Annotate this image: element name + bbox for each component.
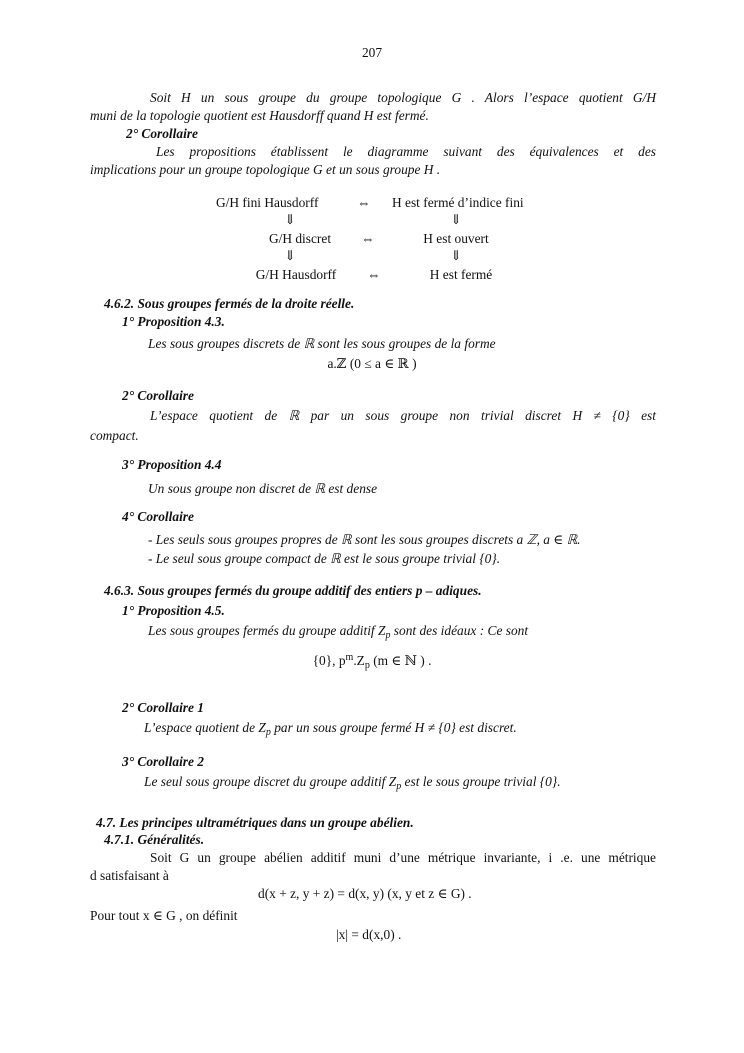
section-4-6-3-heading: 4.6.3. Sous groupes fermés du groupe additif des entiers p – adiques. [104, 583, 482, 598]
proposition-4-5-heading: 1° Proposition 4.5. [122, 603, 225, 618]
text-part: est le sous groupe trivial {0}. [401, 774, 561, 789]
corollaire-heading: 2° Corollaire [126, 126, 198, 141]
list-item: - Les seuls sous groupes propres de ℝ sont les sous groupes discrets a ℤ, a ∈ ℝ. [148, 532, 581, 547]
intro-line-1: Soit H un sous groupe du groupe topologique G . Alors l’espace quotient G/H [150, 90, 656, 105]
generalites-line-3: Pour tout x ∈ G , on définit [90, 908, 238, 923]
invariant-metric-formula: d(x + z, y + z) = d(x, y) (x, y et z ∈ G) . [258, 886, 472, 901]
text-part: sont des idéaux : Ce sont [390, 623, 529, 638]
subscript: p [396, 781, 402, 792]
intro-line-2: muni de la topologie quotient est Hausdorff quand H est fermé. [90, 108, 429, 123]
list-item: - Le seul sous groupe compact de ℝ est le sous groupe trivial {0}. [148, 551, 501, 566]
equivalence-icon: ⇔ [361, 231, 375, 246]
superscript: m [345, 652, 354, 663]
subscript: p [364, 660, 370, 671]
corollaire-line-1: Les propositions établissent le diagramme suivant des équivalences et des [156, 144, 656, 159]
generalites-line-1: Soit G un groupe abélien additif muni d’une métrique invariante, i .e. une métrique [150, 850, 656, 865]
corollaire-text-line-2: compact. [90, 428, 139, 443]
corollaire-heading: 2° Corollaire [122, 388, 194, 403]
proposition-4-4-text: Un sous groupe non discret de ℝ est dense [148, 481, 378, 496]
proposition-4-4-heading: 3° Proposition 4.4 [122, 457, 222, 472]
corollaire-text-line-1: L’espace quotient de ℝ par un sous groupe non trivial discret H ≠ {0} est [150, 408, 656, 423]
corollaire-heading: 4° Corollaire [122, 509, 194, 524]
subscript: p [265, 727, 271, 738]
formula-part: (m ∈ ℕ ) . [369, 653, 432, 668]
subscript: p [385, 630, 391, 641]
diagram-row1-right: H est fermé d’indice fini [392, 195, 524, 210]
corollaire-2-text [144, 773, 561, 791]
norm-formula: |x| = d(x,0) . [336, 927, 402, 942]
section-4-7-heading: 4.7. Les principes ultramétriques dans un groupe abélien. [96, 815, 414, 830]
proposition-4-3-formula: a.ℤ (0 ≤ a ∈ ℝ ) [327, 356, 417, 371]
diagram-row3-left: G/H Hausdorff [255, 267, 337, 282]
formula-part: {0}, p [312, 653, 346, 668]
text-part: Les sous groupes fermés du groupe additif Z [148, 623, 386, 638]
diagram-row2-left: G/H discret [268, 231, 332, 246]
diagram-row3-right: H est fermé [429, 267, 493, 282]
proposition-4-5-text [148, 622, 528, 640]
diagram-row2-right: H est ouvert [423, 231, 489, 246]
section-4-6-2-heading: 4.6.2. Sous groupes fermés de la droite réelle. [104, 296, 355, 311]
equivalence-icon: ⇔ [367, 267, 381, 282]
down-arrow-icon: ⇓ [284, 248, 296, 263]
corollaire-1-text [144, 719, 517, 737]
proposition-4-3-heading: 1° Proposition 4.3. [122, 314, 225, 329]
text-part: Le seul sous groupe discret du groupe additif Z [144, 774, 397, 789]
corollaire-1-heading: 2° Corollaire 1 [122, 700, 204, 715]
down-arrow-icon: ⇓ [450, 212, 462, 227]
text-part: par un sous groupe fermé H ≠ {0} est discret. [270, 720, 517, 735]
proposition-4-5-formula [0, 652, 744, 670]
corollaire-2-heading: 3° Corollaire 2 [122, 754, 204, 769]
diagram-row1-left: G/H fini Hausdorff [216, 195, 319, 210]
generalites-line-2: d satisfaisant à [90, 868, 169, 883]
page-number: 207 [361, 45, 383, 60]
formula-part: .Z [353, 653, 365, 668]
text-part: L’espace quotient de Z [144, 720, 266, 735]
section-4-7-1-heading: 4.7.1. Généralités. [104, 832, 205, 847]
equivalence-icon: ⇔ [357, 195, 371, 210]
proposition-4-3-text: Les sous groupes discrets de ℝ sont les sous groupes de la forme [148, 336, 496, 351]
corollaire-line-2: implications pour un groupe topologique G et un sous groupe H . [90, 162, 441, 177]
down-arrow-icon: ⇓ [284, 212, 296, 227]
down-arrow-icon: ⇓ [450, 248, 462, 263]
